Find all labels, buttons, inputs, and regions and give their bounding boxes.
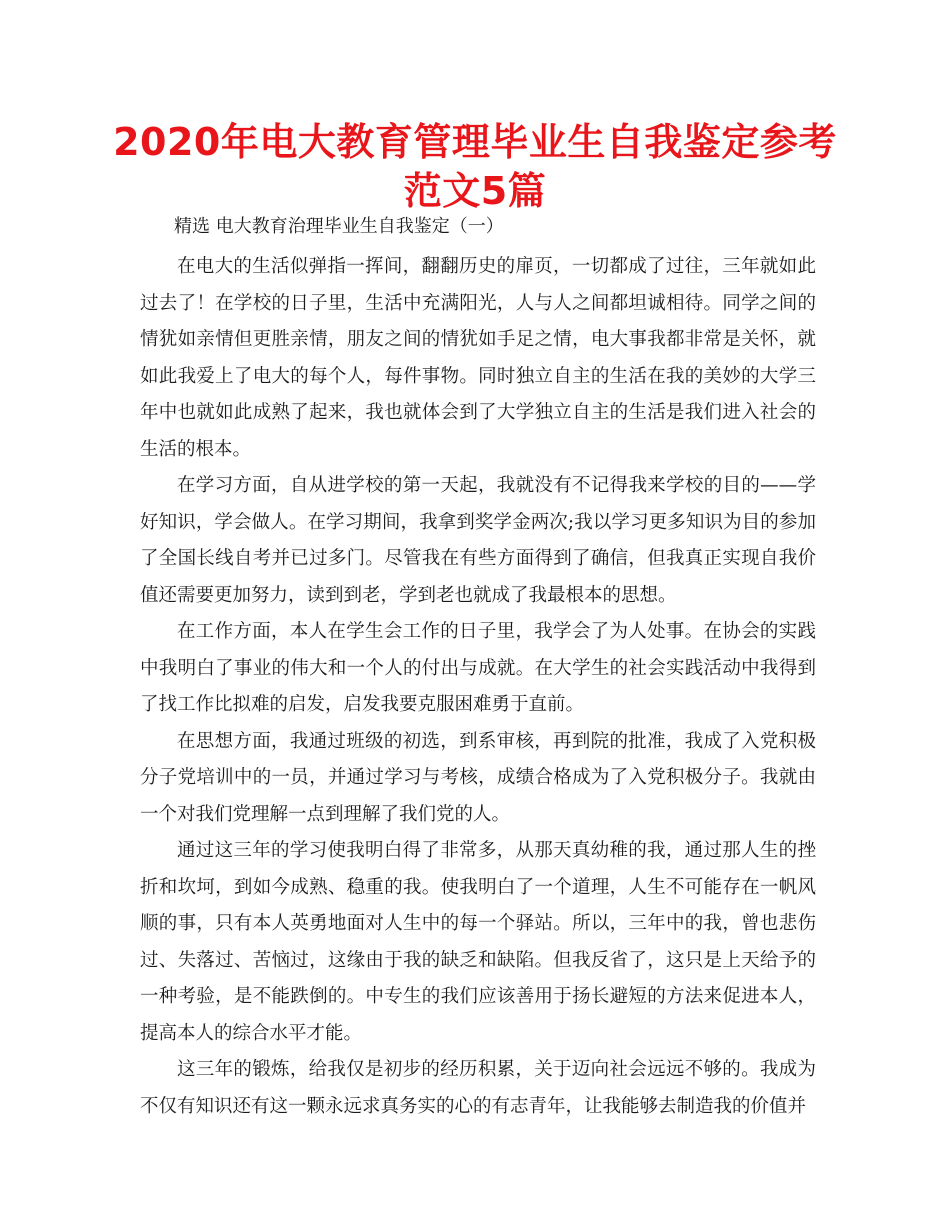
paragraph-6: 这三年的锻炼，给我仅是初步的经历积累，关于迈向社会远远不够的。我成为不仅有知识还有这一颗永远求真务实的心的有志青年，让我能够去制造我的价值并 — [140, 1059, 816, 1117]
document-title: 2020年电大教育管理毕业生自我鉴定参考范文5篇 — [113, 120, 837, 213]
paragraph-1: 在电大的生活似弹指一挥间，翻翻历史的扉页，一切都成了过往，三年就如此过去了！在学校的日子里，生活中充满阳光，人与人之间都坦诚相待。同学之间的情犹如亲情但更胜亲情，朋友之间的情犹如手足之情，电大事我都非常是关怀，就如此我爱上了电大的每个人，每件事物。同时独立自主的生活在我的美妙的大学三年中也就如此成熟了起来，我也就体会到了大学独立自主的生活是我们进入社会的生活的根本。 — [140, 256, 816, 460]
paragraph-5: 通过这三年的学习使我明白得了非常多，从那天真幼稚的我，通过那人生的挫折和坎坷，到如今成熟、稳重的我。使我明白了一个道理，人生不可能存在一帆风顺的事，只有本人英勇地面对人生中的每一个驿站。所以，三年中的我，曾也悲伤过、失落过、苦恼过，这缘由于我的缺乏和缺陷。但我反省了，这只是上天给予的一种考验，是不能跌倒的。中专生的我们应该善用于扬长避短的方法来促进本人，提高本人的综合水平才能。 — [140, 840, 816, 1044]
paragraph-3: 在工作方面，本人在学生会工作的日子里，我学会了为人处事。在协会的实践中我明白了事业的伟大和一个人的付出与成就。在大学生的社会实践活动中我得到了找工作比拟难的启发，启发我要克服困难勇于直前。 — [140, 621, 816, 715]
paragraph-4: 在思想方面，我通过班级的初选，到系审核，再到院的批准，我成了入党积极分子党培训中的一员，并通过学习与考核，成绩合格成为了入党积极分子。我就由一个对我们党理解一点到理解了我们党的人。 — [140, 730, 816, 825]
document-body — [140, 249, 816, 1125]
section-subtitle: 精选 电大教育治理毕业生自我鉴定（一） — [174, 216, 504, 237]
paragraph-2: 在学习方面，自从进学校的第一天起，我就没有不记得我来学校的目的——学好知识，学会做人。在学习期间，我拿到奖学金两次;我以学习更多知识为目的参加了全国长线自考并已过多门。尽管我在有些方面得到了确信，但我真正实现自我价值还需要更加努力，读到到老，学到老也就成了我最根本的思想。 — [140, 475, 816, 606]
